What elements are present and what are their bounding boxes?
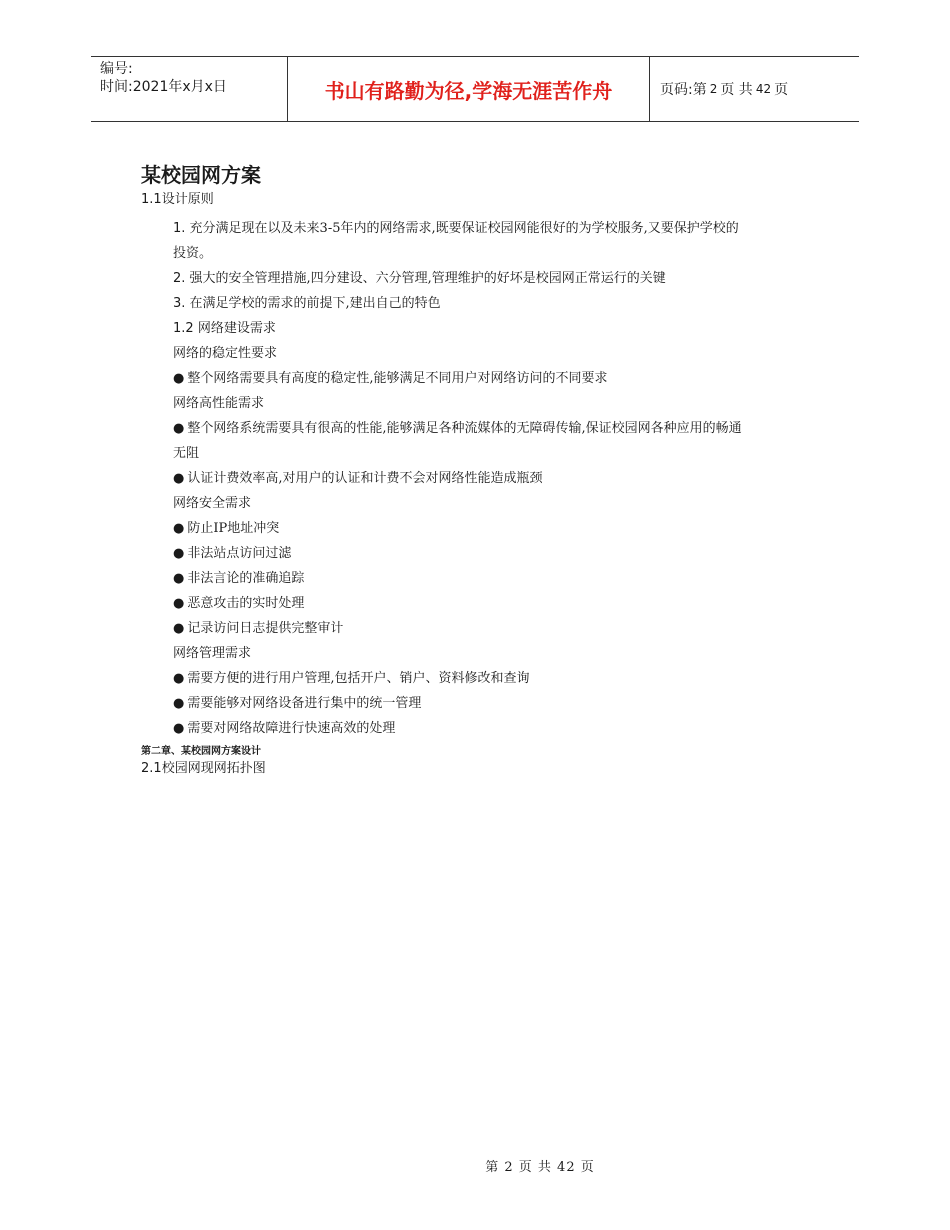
list-item: ● 认证计费效率高,对用户的认证和计费不会对网络性能造成瓶颈 <box>173 466 821 491</box>
header-page-info <box>650 57 859 121</box>
list-item: ● 记录访问日志提供完整审计 <box>173 616 821 641</box>
page-total: 42 <box>755 82 772 96</box>
page-mid: 页 共 <box>720 82 753 98</box>
list-item: ● 需要能够对网络设备进行集中的统一管理 <box>173 691 821 716</box>
list-item: ● 恶意攻击的实时处理 <box>173 591 821 616</box>
section-heading-1-1: 1.1设计原则 <box>141 192 214 207</box>
page-footer: 第 2 页 共 42 页 <box>485 1160 595 1175</box>
principle-item: 2. 强大的安全管理措施,四分建设、六分管理,管理维护的好坏是校园网正常运行的关键 <box>173 271 666 286</box>
document-body <box>141 160 821 779</box>
header-meta <box>91 57 287 121</box>
list-item: ● 整个网络系统需要具有很高的性能,能够满足各种流媒体的无障碍传输,保证校园网各种应用的畅通 <box>173 416 821 441</box>
list-item: ● 非法站点访问过滤 <box>173 541 821 566</box>
page-suffix: 页 <box>774 82 789 98</box>
principle-item-cont: 投资。 <box>173 246 213 261</box>
list-item-cont: 无阻 <box>173 446 200 461</box>
chapter-heading: 第二章、某校园网方案设计 <box>141 746 261 757</box>
section-heading-1-2: 1.2 网络建设需求 <box>173 321 276 336</box>
list-item: ● 需要对网络故障进行快速高效的处理 <box>173 716 821 741</box>
page-prefix: 页码:第 <box>660 82 707 98</box>
list-item: ● 需要方便的进行用户管理,包括开户、销户、资料修改和查询 <box>173 666 821 691</box>
performance-heading: 网络高性能需求 <box>173 396 265 411</box>
principles-block <box>173 216 821 741</box>
management-heading: 网络管理需求 <box>173 646 252 661</box>
doc-number-label: 编号: <box>100 61 133 77</box>
list-item: ● 整个网络需要具有高度的稳定性,能够满足不同用户对网络访问的不同要求 <box>173 366 821 391</box>
principle-item: 1. 充分满足现在以及未来3-5年内的网络需求,既要保证校园网能很好的为学校服务,又要保护学校的 <box>173 221 739 236</box>
page-current: 2 <box>709 82 718 96</box>
document-title: 某校园网方案 <box>141 163 261 187</box>
doc-time-label: 时间:2021年x月x日 <box>100 79 227 95</box>
list-item: ● 非法言论的准确追踪 <box>173 566 821 591</box>
list-item: ● 防止IP地址冲突 <box>173 516 821 541</box>
header-motto: 书山有路勤为径,学海无涯苦作舟 <box>287 57 650 121</box>
section-heading-2-1: 2.1校园网现网拓扑图 <box>141 761 266 776</box>
page-header <box>91 56 859 122</box>
stability-heading: 网络的稳定性要求 <box>173 346 278 361</box>
security-heading: 网络安全需求 <box>173 496 252 511</box>
principle-item: 3. 在满足学校的需求的前提下,建出自己的特色 <box>173 296 441 311</box>
